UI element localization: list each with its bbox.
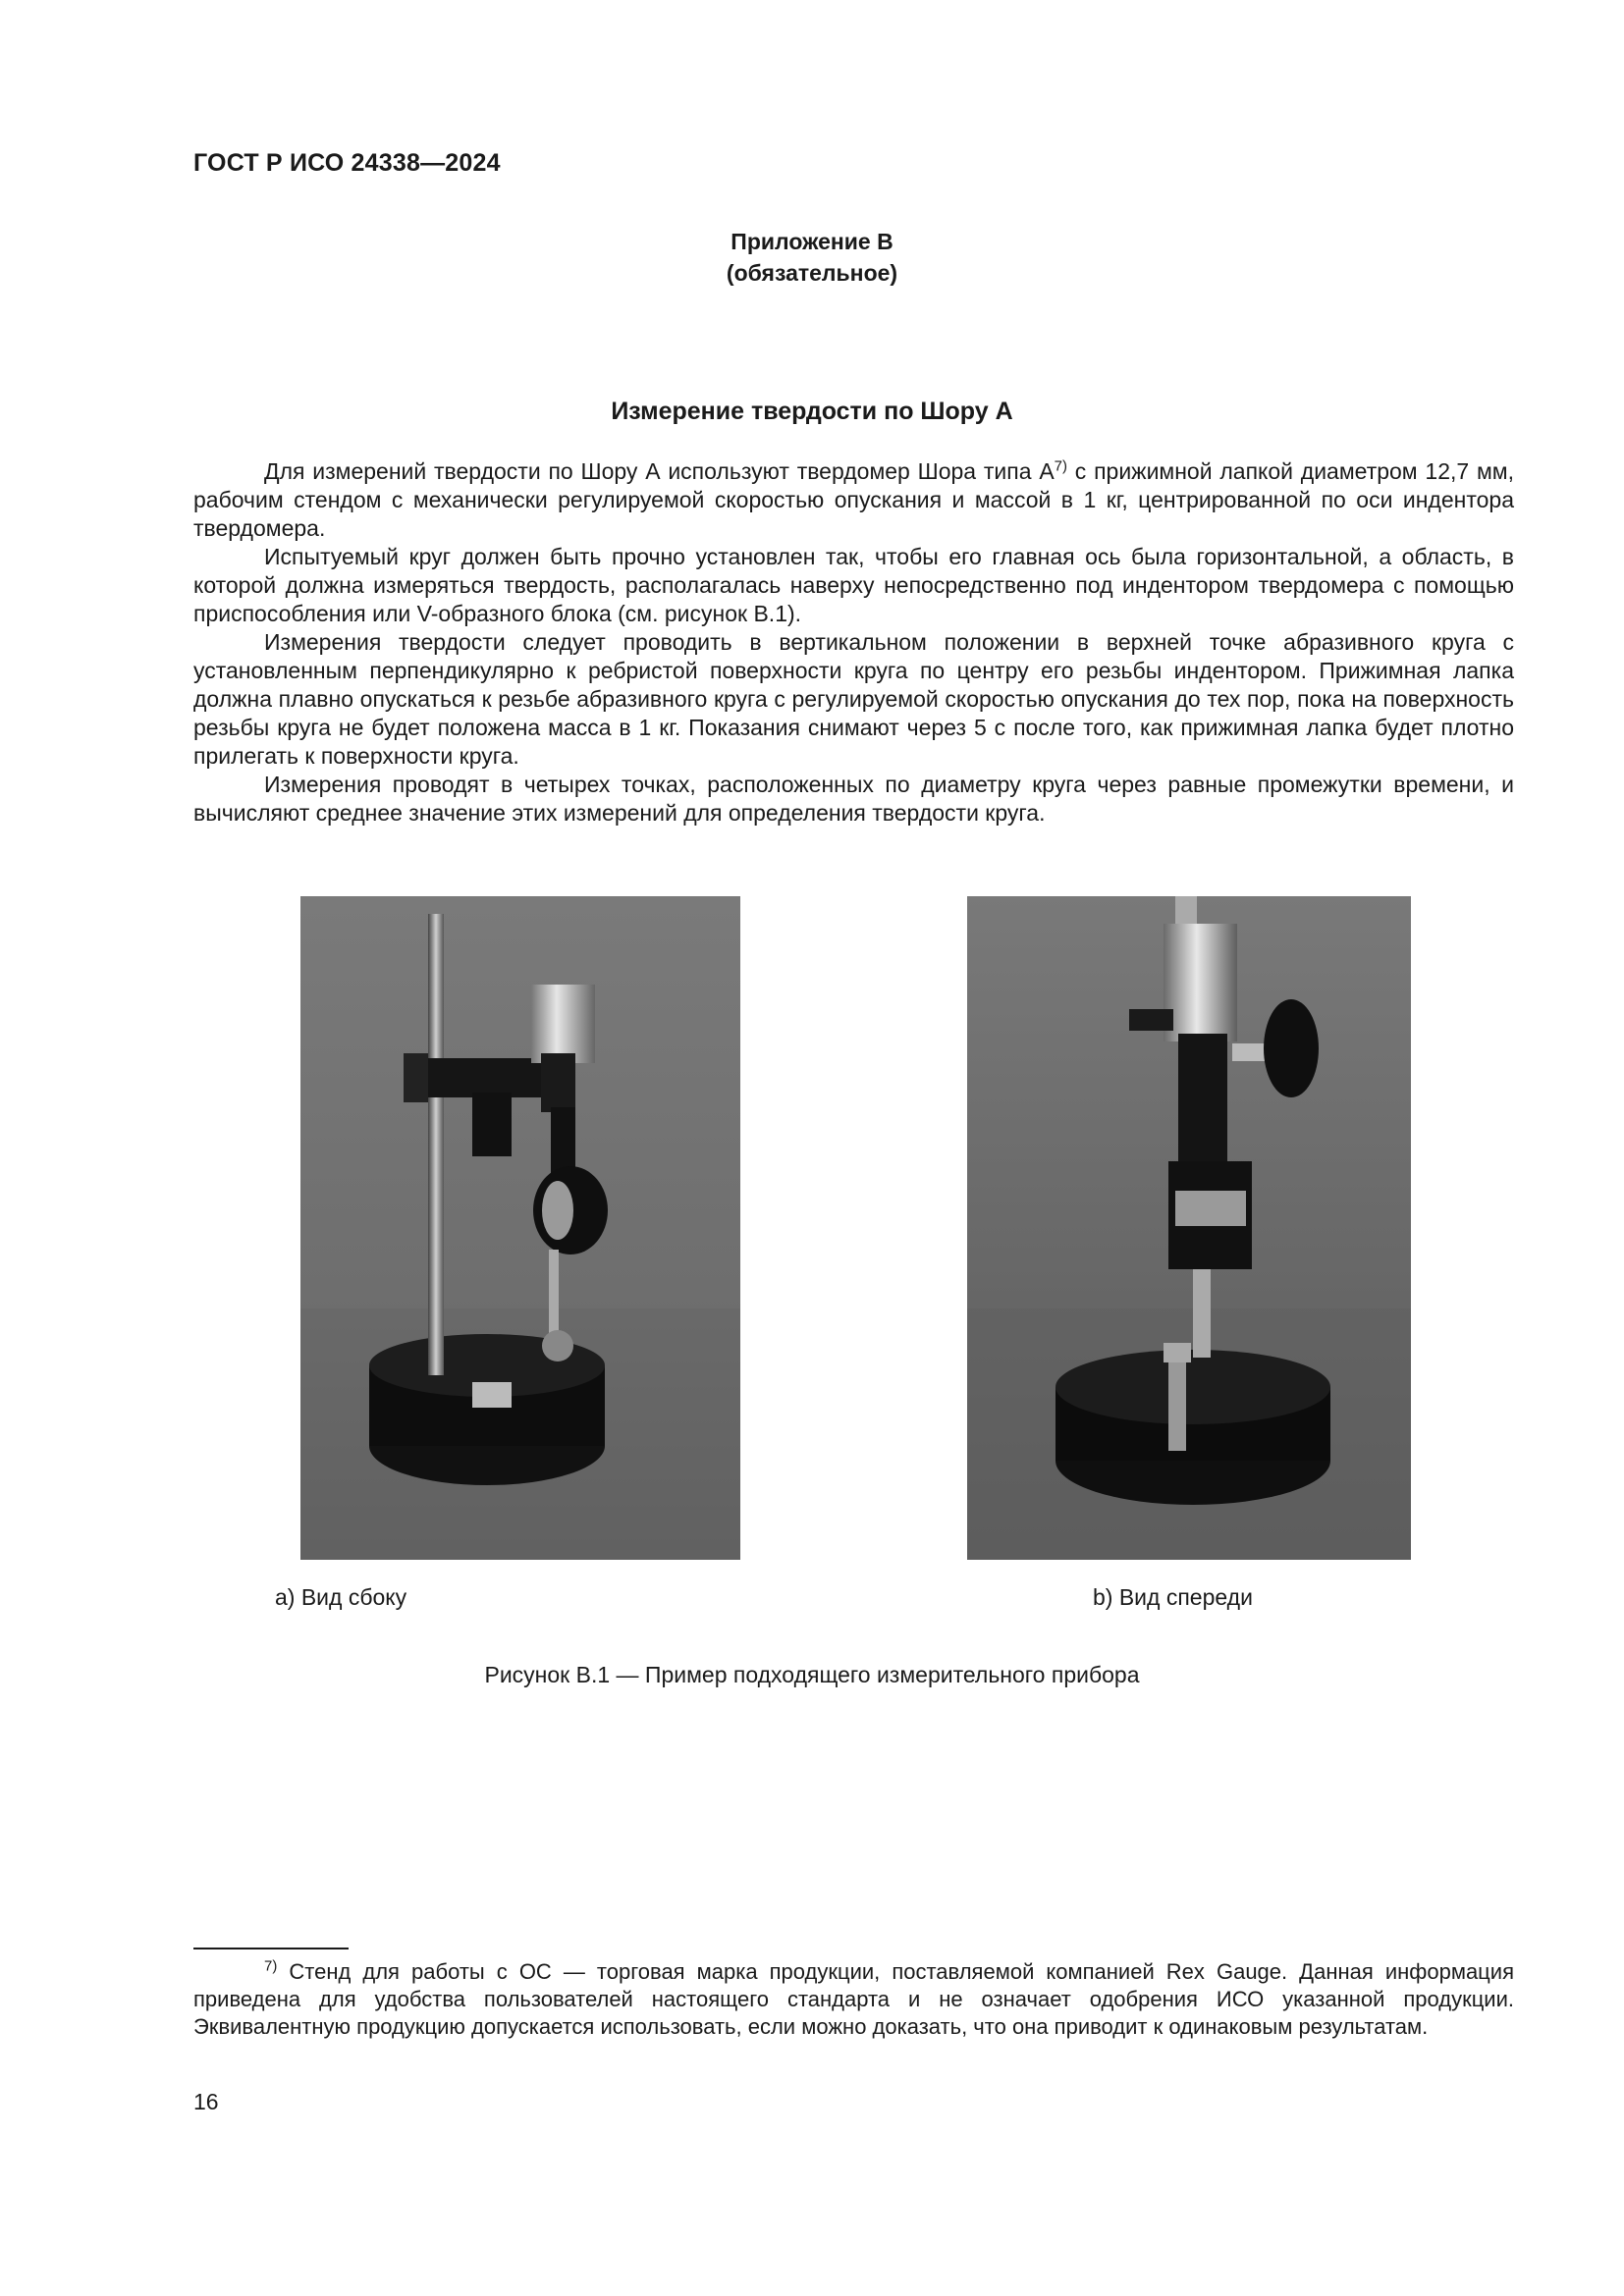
standard-header: ГОСТ Р ИСО 24338—2024 bbox=[193, 149, 501, 177]
annex-name: Приложение В bbox=[731, 229, 893, 254]
annex-heading bbox=[0, 226, 1624, 289]
body-text bbox=[193, 457, 1514, 828]
figure-caption: Рисунок В.1 — Пример подходящего измерительного прибора bbox=[484, 1662, 1140, 1687]
front-view-illustration bbox=[967, 896, 1411, 1560]
footnote-marker: 7) bbox=[264, 1957, 278, 1975]
footnote bbox=[193, 1958, 1514, 2041]
annex-status: (обязательное) bbox=[726, 260, 898, 286]
paragraph-1 bbox=[193, 457, 1514, 543]
paragraph-3: Измерения твердости следует проводить в вертикальном положении в верхней точке абразивного круга с установленным перпендикулярно к ребристой поверхности круга по центру его резьбы индентором. Прижимная лапка должна плавно опускаться к резьбе абразивного круга с регулируемой скоростью опускания до тех пор, пока на поверхность резьбы круга не будет положена масса в 1 кг. Показания снимают через 5 с после того, как прижимная лапка будет плотно прилегать к поверхности круга. bbox=[193, 629, 1514, 769]
side-view-illustration bbox=[300, 896, 740, 1560]
paragraph-2: Испытуемый круг должен быть прочно установлен так, чтобы его главная ось была горизонтальной, а область, в которой должна измеряться твердость, располагалась наверху непосредственно под индентором твердомера с помощью приспособления или V-образного блока (см. рисунок В.1). bbox=[193, 544, 1514, 626]
paragraph-1-start: Для измерений твердости по Шору А используют твердомер Шора типа А bbox=[264, 458, 1055, 484]
page-number: 16 bbox=[193, 2089, 219, 2114]
figure-photo-front-view bbox=[967, 896, 1411, 1560]
footnote-text: Стенд для работы с ОС — торговая марка продукции, поставляемой компанией Rex Gauge. Данная информация приведена для удобства пользователей настоящего стандарта и не означает одобрения ИСО указанной продукции. Эквивалентную продукцию допускается использовать, если можно доказать, что она приводит к одинаковым результатам. bbox=[193, 1959, 1514, 2039]
figure-sub-caption-a: a) Вид сбоку bbox=[275, 1584, 407, 1610]
section-title: Измерение твердости по Шору А bbox=[611, 398, 1013, 425]
paragraph-1-end: с прижимной лапкой диаметром 12,7 мм, рабочим стендом с механически регулируемой скоростью опускания и массой в 1 кг, центрированной по оси индентора твердомера. bbox=[193, 458, 1514, 541]
footnote-separator bbox=[193, 1948, 349, 1949]
figure-sub-caption-b: b) Вид спереди bbox=[1093, 1584, 1253, 1610]
footnote-reference: 7) bbox=[1054, 457, 1067, 475]
figure-photo-side-view bbox=[300, 896, 740, 1560]
paragraph-4: Измерения проводят в четырех точках, расположенных по диаметру круга через равные промежутки времени, и вычисляют среднее значение этих измерений для определения твердости круга. bbox=[193, 772, 1514, 826]
